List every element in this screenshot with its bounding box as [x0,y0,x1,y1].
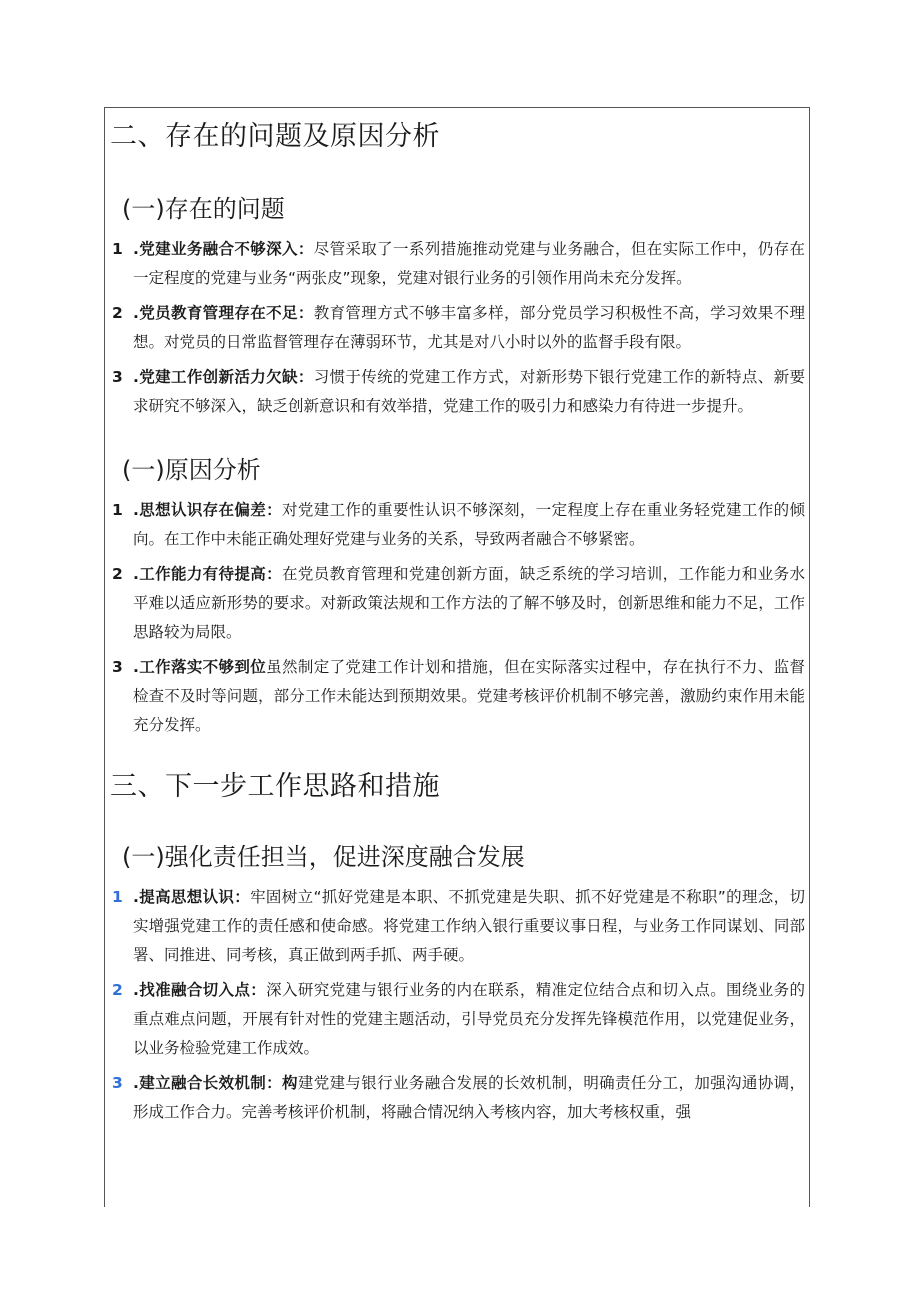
subsection-title-responsibility: (一)强化责任担当，促进深度融合发展 [122,843,525,871]
item-body [133,496,805,554]
item-text: 在党员教育管理和党建创新方面，缺乏系统的学习培训，工作能力和业务水平难以适应新形势的要求。对新政策法规和工作方法的了解不够及时，创新思维和能力不足，工作思路较为局限。 [133,565,805,641]
list-item [109,976,805,1063]
list-item [109,235,805,293]
item-body [133,883,805,970]
item-body [133,560,805,647]
item-body [133,299,805,357]
item-number: 3 [112,658,123,676]
item-number: 1 [112,888,123,906]
item-lead: .党建业务融合不够深入： [133,240,314,258]
item-body [133,976,805,1063]
item-lead: .思想认识存在偏差： [133,501,282,519]
item-number: 3 [112,1074,123,1092]
item-number: 2 [112,981,123,999]
item-number: 2 [112,304,123,322]
item-lead: .工作能力有待提高： [133,565,282,583]
list-item [109,363,805,421]
item-text: 深入研究党建与银行业务的内在联系，精准定位结合点和切入点。围绕业务的重点难点问题，开展有针对性的党建主题活动，引导党员充分发挥先锋模范作用，以党建促业务，以业务检验党建工作成效。 [133,981,805,1057]
item-number: 2 [112,565,123,583]
item-text: 对党建工作的重要性认识不够深刻，一定程度上存在重业务轻党建工作的倾向。在工作中未能正确处理好党建与业务的关系，导致两者融合不够紧密。 [133,501,805,548]
item-body [133,653,805,740]
list-item [109,883,805,970]
item-lead: .党员教育管理存在不足： [133,304,314,322]
list-item [109,496,805,554]
item-lead: .党建工作创新活力欠缺： [133,368,314,386]
item-body [133,363,805,421]
item-number: 1 [112,501,123,519]
item-body [133,235,805,293]
subsection-title-causes: (一)原因分析 [122,456,261,484]
list-item [109,299,805,357]
list-item [109,653,805,740]
item-text: 习惯于传统的党建工作方式，对新形势下银行党建工作的新特点、新要求研究不够深入，缺乏创新意识和有效举措，党建工作的吸引力和感染力有待进一步提升。 [133,368,805,415]
list-item [109,1069,805,1127]
item-lead: .找准融合切入点： [133,981,267,999]
document-content [109,108,805,1127]
item-text: 尽管采取了一系列措施推动党建与业务融合，但在实际工作中，仍存在一定程度的党建与业务“两张皮”现象，党建对银行业务的引领作用尚未充分发挥。 [133,240,805,287]
list-item [109,560,805,647]
item-lead: .工作落实不够到位 [133,658,267,676]
item-text: 虽然制定了党建工作计划和措施，但在实际落实过程中，存在执行不力、监督检查不及时等问题，部分工作未能达到预期效果。党建考核评价机制不够完善，激励约束作用未能充分发挥。 [133,658,805,734]
item-body [133,1069,805,1127]
item-number: 1 [112,240,123,258]
item-number: 3 [112,368,123,386]
item-text: 牢固树立“抓好党建是本职、不抓党建是失职、抓不好党建是不称职”的理念，切实增强党建工作的责任感和使命感。将党建工作纳入银行重要议事日程，与业务工作同谋划、同部署、同推进、同考核，真正做到两手抓、两手硬。 [133,888,805,964]
item-text: 教育管理方式不够丰富多样，部分党员学习积极性不高，学习效果不理想。对党员的日常监督管理存在薄弱环节，尤其是对八小时以外的监督手段有限。 [133,304,805,351]
page-frame [104,107,810,1207]
section-title-problems: 二、存在的问题及原因分析 [110,121,440,152]
item-lead: .提高思想认识： [133,888,251,906]
item-text: 建党建与银行业务融合发展的长效机制，明确责任分工，加强沟通协调，形成工作合力。完善考核评价机制，将融合情况纳入考核内容，加大考核权重，强 [133,1074,805,1121]
section-title-next-steps: 三、下一步工作思路和措施 [110,771,440,802]
subsection-title-problems: (一)存在的问题 [122,195,285,223]
item-lead: .建立融合长效机制：构 [133,1074,298,1092]
